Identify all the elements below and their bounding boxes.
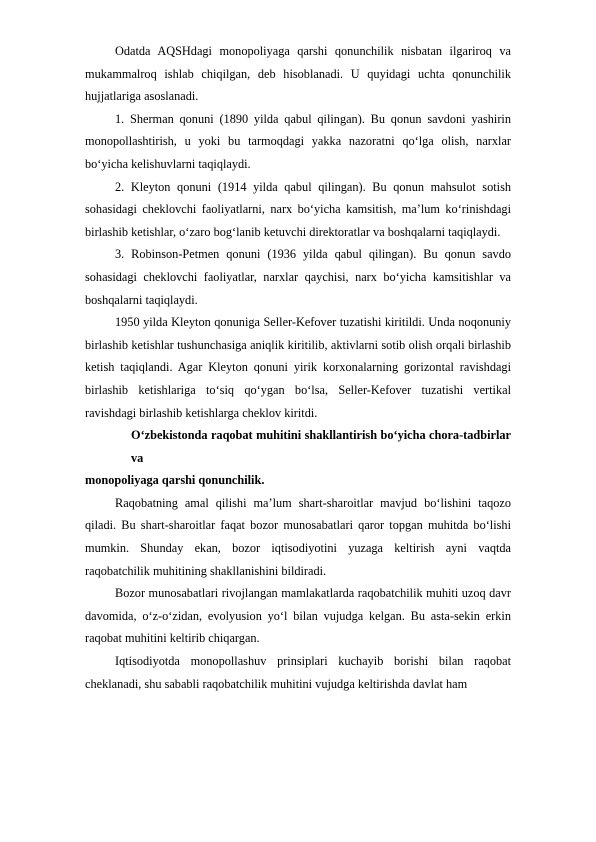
section-heading: O‘zbekistonda raqobat muhitini shakllantirish bo‘yicha chora-tadbirlar va [131, 428, 511, 465]
intro-paragraph: Odatda AQSHdagi monopoliyaga qarshi qonunchilik nisbatan ilgariroq va mukammalroq ishlab chiqilgan, deb hisoblanadi. U quyidagi uchta qonunchilik hujjatlariga asoslanadi. [85, 44, 511, 104]
section-heading-continuation: monopoliyaga qarshi qonunchilik. [85, 473, 265, 488]
sherman-act-paragraph: 1. Sherman qonuni (1890 yilda qabul qilingan). Bu qonun savdoni yashirin monopollashtirish, u yoki bu tarmoqdagi yakka nazoratni qo‘lga olish, narxlar bo‘yicha kelishuvlarni taqiqlaydi. [85, 111, 511, 171]
competition-conditions-paragraph: Raqobatning amal qilishi ma’lum shart-sharoitlar mavjud bo‘lishini taqozo qiladi. Bu shart-sharoitlar faqat bozor munosabatlari qaror topgan muhitda bo‘lishi mumkin. Shunday ekan, bozor iqtisodiyotini yuzaga keltirish ayni vaqtda raqobatchilik muhitining shakllanishini bildiradi. [85, 495, 511, 578]
clayton-act-paragraph: 2. Kleyton qonuni (1914 yilda qabul qilingan). Bu qonun mahsulot sotish sohasidagi cheklovchi faoliyatlarni, narx bo‘yicha kamsitish, ma’lum ko‘rinishdagi birlashib ketishlar, o‘zaro bog‘lanib ketuvchi direktoratlar va boshqalarni taqiqlaydi. [85, 179, 511, 239]
monopolization-paragraph: Iqtisodiyotda monopollashuv prinsiplari kuchayib borishi bilan raqobat cheklanadi, shu sababli raqobatchilik muhitini vujudga keltirishda davlat ham [85, 654, 511, 691]
robinson-patman-act-paragraph: 3. Robinson-Petmen qonuni (1936 yilda qabul qilingan). Bu qonun savdo sohasidagi cheklovchi faoliyatlar, narxlar qaychisi, narx bo‘yicha kamsitishlar va boshqalarni taqiqlaydi. [85, 247, 511, 307]
celler-kefauver-paragraph: 1950 yilda Kleyton qonuniga Seller-Kefover tuzatishi kiritildi. Unda noqonuniy birlashib ketishlar tushunchasiga aniqlik kiritilib, aktivlarni sotib olish orqali birlashib ketish taqiqlandi. Agar Kleyton qonuni yirik korxonalarning gorizontal ravishdagi birlashib ketishlariga to‘siq qo‘ygan bo‘lsa, Seller-Kefover tuzatishi vertikal ravishdagi birlashib ketishlarga cheklov kiritdi. [85, 315, 511, 420]
market-relations-paragraph: Bozor munosabatlari rivojlangan mamlakatlarda raqobatchilik muhiti uzoq davr davomida, o‘z-o‘zidan, evolyusion yo‘l bilan vujudga kelgan. Bu asta-sekin erkin raqobat muhitini keltirib chiqargan. [85, 586, 511, 646]
document-body [85, 40, 511, 695]
